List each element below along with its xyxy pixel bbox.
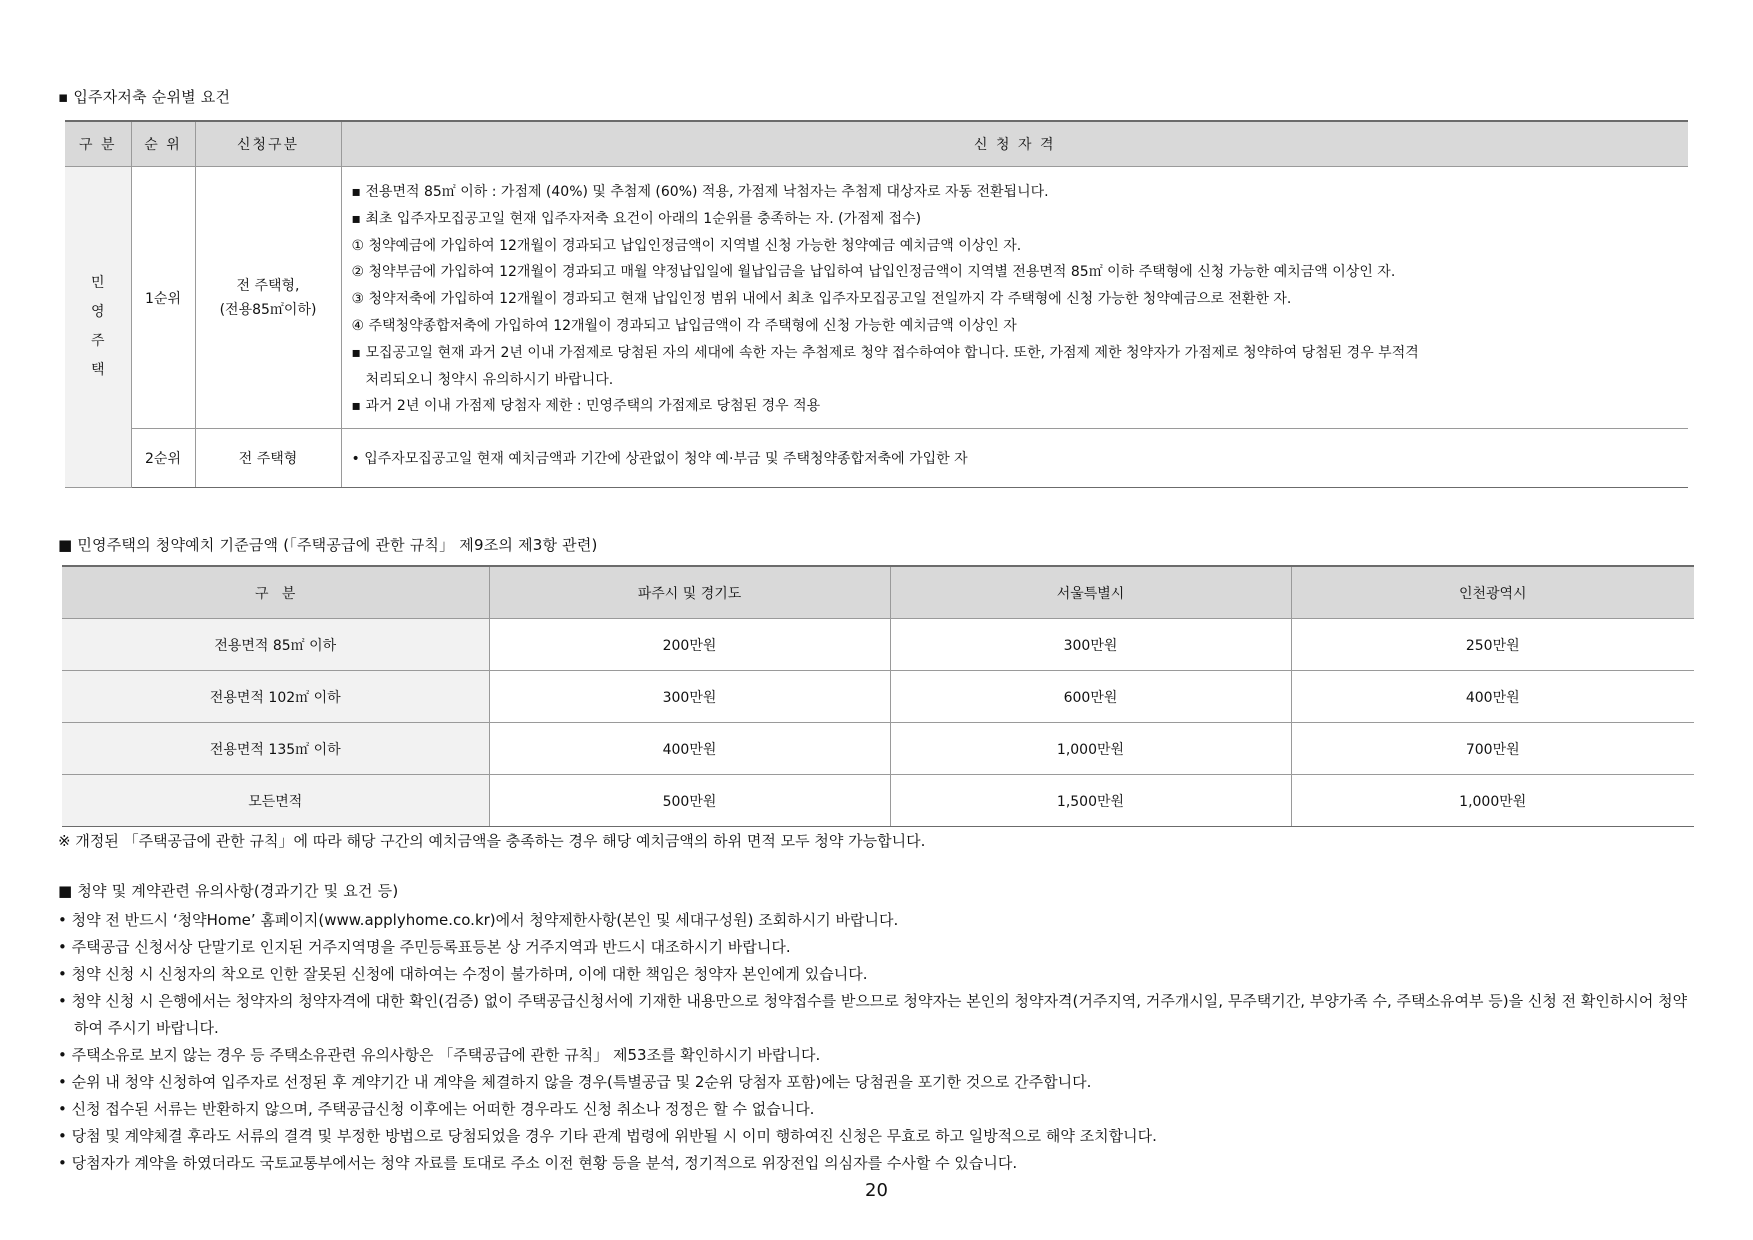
header-area: 구 분	[62, 566, 489, 619]
cell-value: 700만원	[1291, 723, 1694, 775]
cell-value: 200만원	[489, 619, 890, 671]
list-item: • 주택소유로 보지 않는 경우 등 주택소유관련 유의사항은 「주택공급에 관한 규칙」 제53조를 확인하시기 바랍니다.	[58, 1046, 821, 1064]
header-paju-gyeonggi: 파주시 및 경기도	[489, 566, 890, 619]
table-header-row	[65, 121, 1688, 167]
qualification-line: 처리되오니 청약시 유의하시기 바랍니다.	[365, 371, 614, 388]
header-application-type: 신청구분	[195, 121, 341, 167]
category-char: 영	[90, 304, 105, 321]
qualification-line: ▪ 모집공고일 현재 과거 2년 이내 가점제로 당첨된 자의 세대에 속한 자는 추첨제로 청약 접수하여야 합니다. 또한, 가점제 제한 청약자가 가점제로 청약하여 당첨된 경우 부적격	[351, 344, 1419, 361]
rank1-type-cell	[195, 167, 341, 429]
cell-value: 400만원	[489, 723, 890, 775]
header-rank: 순 위	[131, 121, 195, 167]
row-area: 전용면적 135㎡ 이하	[62, 723, 489, 775]
subscription-rank-table	[65, 120, 1688, 488]
section1-title: ▪ 입주자저축 순위별 요건	[58, 88, 231, 106]
rank2-type-cell: 전 주택형	[195, 429, 341, 488]
qualification-line: ▪ 과거 2년 이내 가점제 당첨자 제한 : 민영주택의 가점제로 당첨된 경우 적용	[351, 398, 821, 415]
deposit-note: ※ 개정된 「주택공급에 관한 규칙」에 따라 해당 구간의 예치금액을 충족하는 경우 해당 예치금액의 하위 면적 모두 청약 가능합니다.	[58, 832, 926, 850]
row-area: 전용면적 102㎡ 이하	[62, 671, 489, 723]
category-char: 택	[90, 362, 105, 379]
header-category: 구 분	[65, 121, 131, 167]
cell-value: 1,000만원	[890, 723, 1291, 775]
list-item: • 주택공급 신청서상 단말기로 인지된 거주지역명을 주민등록표등본 상 거주지역과 반드시 대조하시기 바랍니다.	[58, 938, 791, 956]
rank2-qualification-cell: • 입주자모집공고일 현재 예치금액과 기간에 상관없이 청약 예·부금 및 주택청약종합저축에 가입한 자	[341, 429, 1688, 488]
cell-value: 250만원	[1291, 619, 1694, 671]
list-item: • 당첨자가 계약을 하였더라도 국토교통부에서는 청약 자료를 토대로 주소 이전 현황 등을 분석, 정기적으로 위장전입 의심자를 수사할 수 있습니다.	[58, 1154, 1018, 1172]
rank2-cell: 2순위	[131, 429, 195, 488]
list-item: • 청약 신청 시 신청자의 착오로 인한 잘못된 신청에 대하여는 수정이 불가하며, 이에 대한 책임은 청약자 본인에게 있습니다.	[58, 965, 868, 983]
category-char: 주	[90, 333, 105, 350]
list-item: • 당첨 및 계약체결 후라도 서류의 결격 및 부정한 방법으로 당첨되었을 경우 기타 관계 법령에 위반될 시 이미 행하여진 신청은 무효로 하고 일방적으로 해약 조치합니다.	[58, 1127, 1157, 1145]
list-item: • 순위 내 청약 신청하여 입주자로 선정된 후 계약기간 내 계약을 체결하지 않을 경우(특별공급 및 2순위 당첨자 포함)에는 당첨권을 포기한 것으로 간주합니다.	[58, 1073, 1092, 1091]
qualification-line: ② 청약부금에 가입하여 12개월이 경과되고 매월 약정납입일에 월납입금을 납입하여 납입인정금액이 지역별 전용면적 85㎡ 이하 주택형에 신청 가능한 예치금액 이상인 자.	[351, 264, 1396, 281]
header-incheon: 인천광역시	[1291, 566, 1694, 619]
qualification-line: ③ 청약저축에 가입하여 12개월이 경과되고 현재 납입인정 범위 내에서 최초 입주자모집공고일 전일까지 각 주택형에 신청 가능한 청약예금으로 전환한 자.	[351, 291, 1292, 308]
table-row	[62, 671, 1694, 723]
cell-value: 300만원	[890, 619, 1291, 671]
section3-title: ■ 청약 및 계약관련 유의사항(경과기간 및 요건 등)	[58, 882, 399, 900]
qualification-line: ① 청약예금에 가입하여 12개월이 경과되고 납입인정금액이 지역별 신청 가능한 청약예금 예치금액 이상인 자.	[351, 237, 1022, 254]
cell-value: 1,000만원	[1291, 775, 1694, 827]
qualification-line: ▪ 최초 입주자모집공고일 현재 입주자저축 요건이 아래의 1순위를 충족하는 자. (가점제 접수)	[351, 210, 922, 227]
rank1-type-line2: (전용85㎡이하)	[219, 301, 317, 318]
category-char: 민	[90, 275, 105, 292]
cell-value: 500만원	[489, 775, 890, 827]
header-qualification: 신 청 자 격	[341, 121, 1688, 167]
qualification-line: ④ 주택청약종합저축에 가입하여 12개월이 경과되고 납입금액이 각 주택형에 신청 가능한 예치금액 이상인 자	[351, 317, 1017, 334]
list-item: • 신청 접수된 서류는 반환하지 않으며, 주택공급신청 이후에는 어떠한 경우라도 신청 취소나 정정은 할 수 없습니다.	[58, 1100, 815, 1118]
page-number: 20	[865, 1180, 888, 1201]
row-area: 모든면적	[62, 775, 489, 827]
table-row	[65, 167, 1688, 429]
precautions-list	[58, 907, 1698, 1177]
cell-value: 300만원	[489, 671, 890, 723]
table-row	[65, 429, 1688, 488]
table-header-row	[62, 566, 1694, 619]
rank1-type-line1: 전 주택형,	[236, 277, 300, 294]
table-row	[62, 619, 1694, 671]
table-row	[62, 723, 1694, 775]
cell-value: 400만원	[1291, 671, 1694, 723]
cell-value: 1,500만원	[890, 775, 1291, 827]
rank1-qualification-cell	[341, 167, 1688, 429]
deposit-amount-table	[62, 565, 1694, 827]
rank1-cell: 1순위	[131, 167, 195, 429]
qualification-line: ▪ 전용면적 85㎡ 이하 : 가점제 (40%) 및 추첨제 (60%) 적용, 가점제 낙첨자는 추첨제 대상자로 자동 전환됩니다.	[351, 184, 1049, 200]
list-item: • 청약 전 반드시 ‘청약Home’ 홈페이지(www.applyhome.co.kr)에서 청약제한사항(본인 및 세대구성원) 조회하시기 바랍니다.	[58, 911, 899, 929]
category-cell	[65, 167, 131, 488]
section2-title: ■ 민영주택의 청약예치 기준금액 (「주택공급에 관한 규칙」 제9조의 제3항 관련)	[58, 536, 598, 554]
table-row	[62, 775, 1694, 827]
header-seoul: 서울특별시	[890, 566, 1291, 619]
list-item: • 청약 신청 시 은행에서는 청약자의 청약자격에 대한 확인(검증) 없이 주택공급신청서에 기재한 내용만으로 청약접수를 받으므로 청약자는 본인의 청약자격(거주지역, 거주개시일, 무주택기간, 부양가족 수, 주택소유여부 등)을 신청 전 확인하시어 청약하여 주시기 바랍니다.	[58, 992, 1688, 1037]
cell-value: 600만원	[890, 671, 1291, 723]
row-area: 전용면적 85㎡ 이하	[62, 619, 489, 671]
